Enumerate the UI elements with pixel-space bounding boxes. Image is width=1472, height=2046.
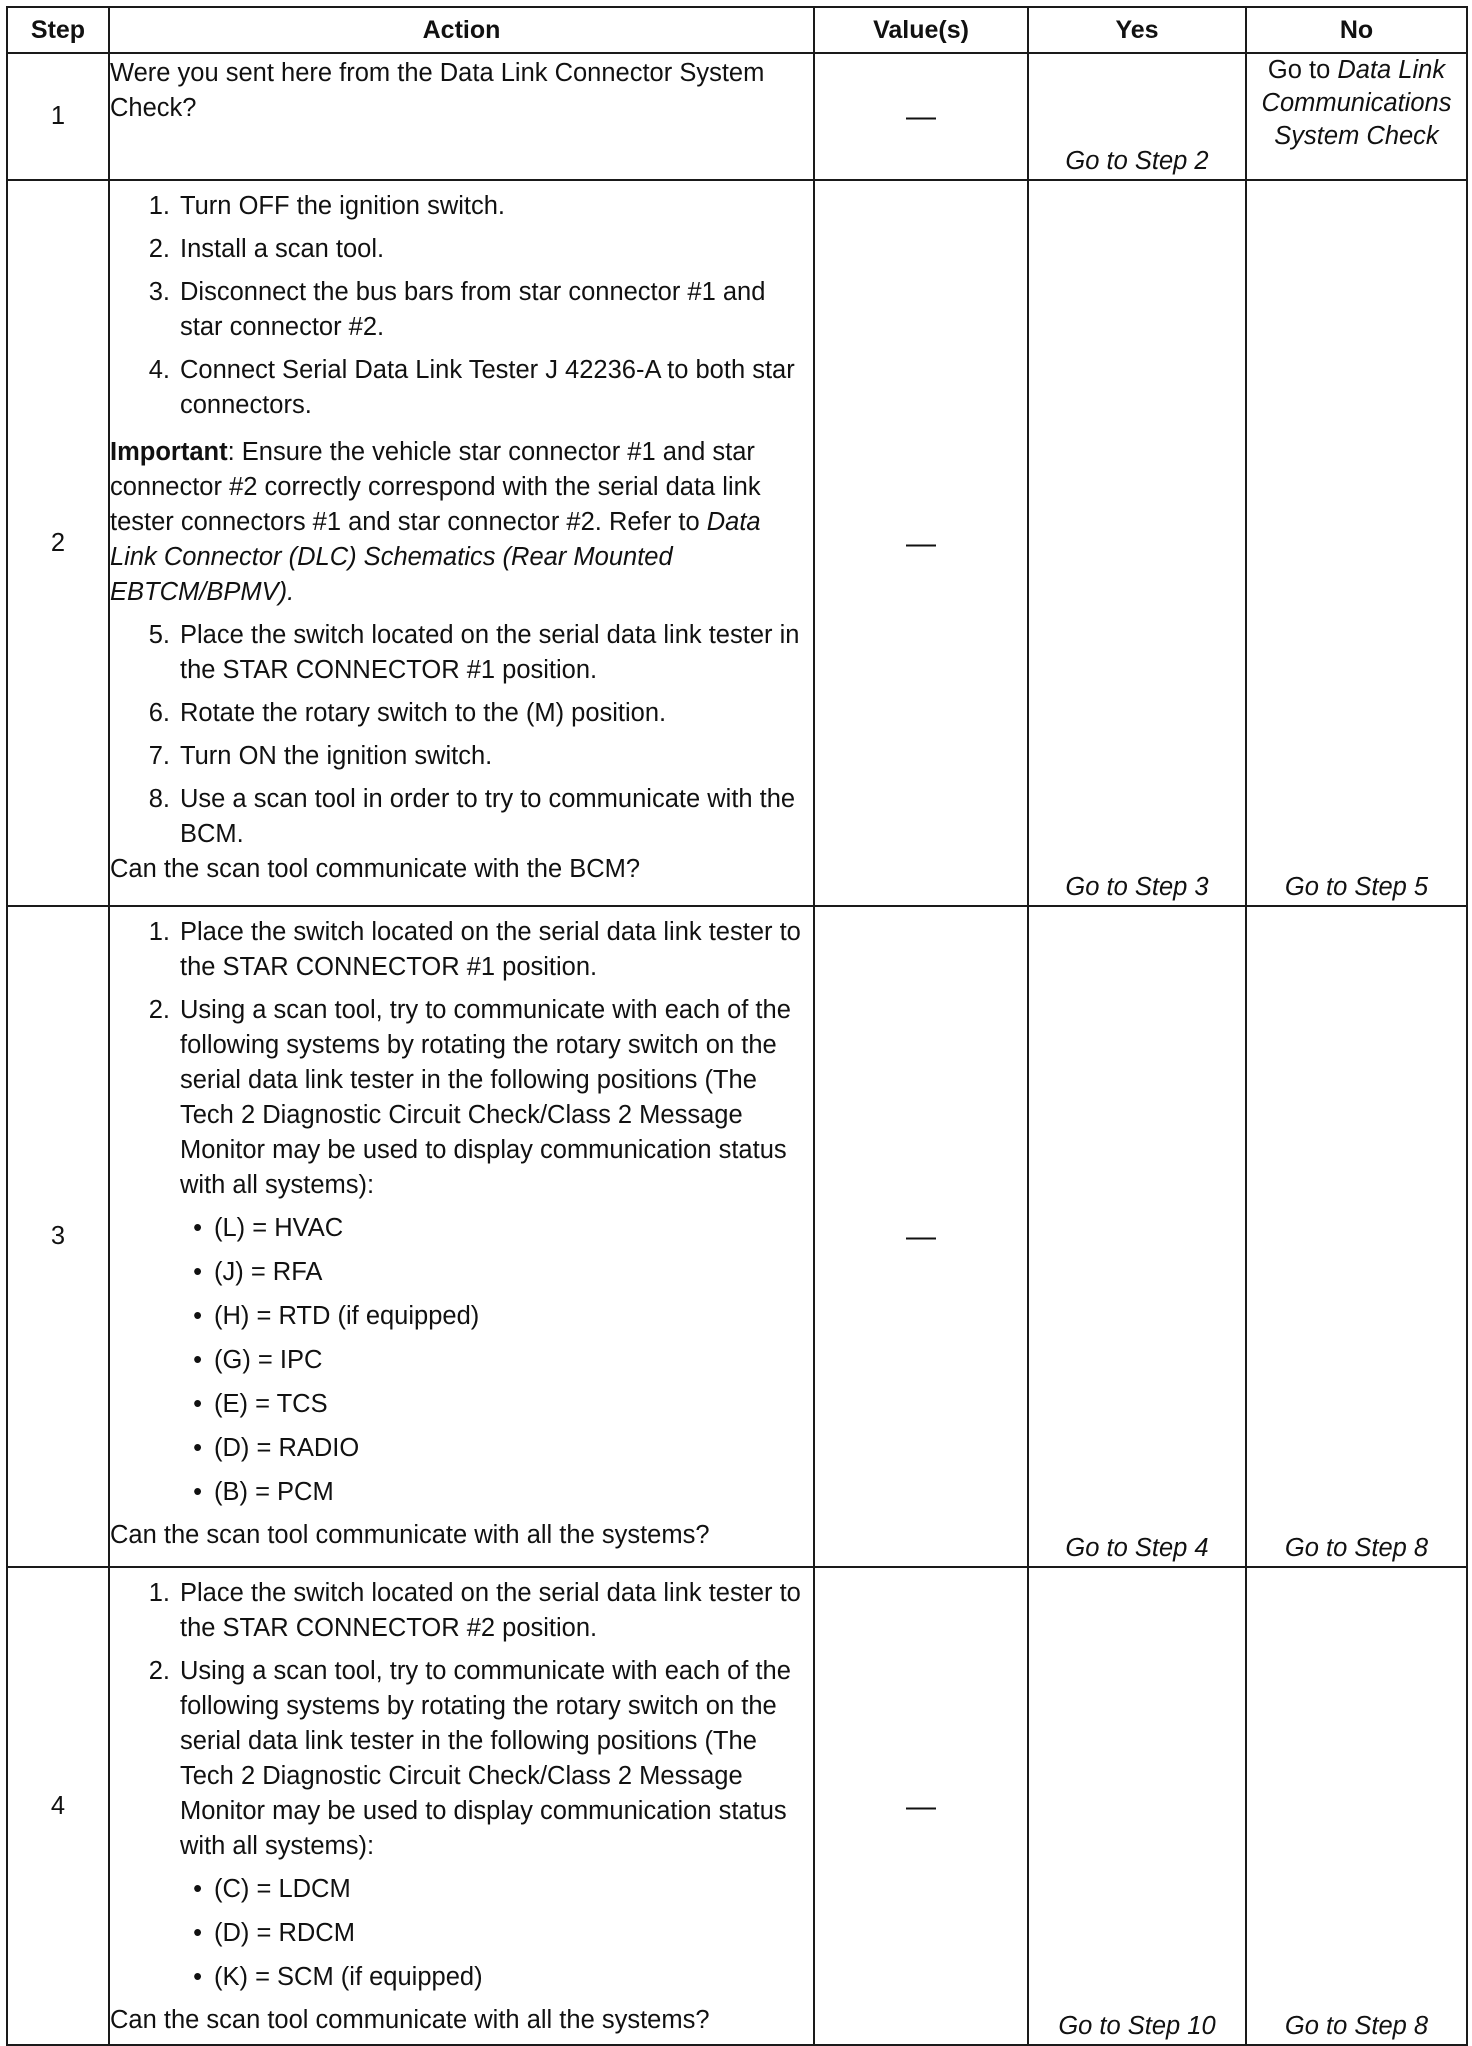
header-values: Value(s) bbox=[814, 7, 1028, 53]
action-cell bbox=[109, 180, 814, 906]
table-row-step-3 bbox=[7, 906, 1467, 1567]
list-item: 4. Connect Serial Data Link Tester J 42236-A to both star connectors. bbox=[148, 356, 795, 420]
list-item: • (D) = RADIO bbox=[193, 1434, 360, 1463]
list-item: 2. Install a scan tool. bbox=[148, 235, 385, 264]
list-item: 6. Rotate the rotary switch to the (M) position. bbox=[148, 699, 667, 728]
list-item: 7. Turn ON the ignition switch. bbox=[148, 742, 493, 771]
procedure-steps bbox=[110, 915, 813, 1203]
action-question: Can the scan tool communicate with all the systems? bbox=[110, 1521, 710, 1550]
table-row-step-4 bbox=[7, 1567, 1467, 2045]
step-number: 2 bbox=[7, 180, 109, 906]
table-row-step-2 bbox=[7, 180, 1467, 906]
header-action: Action bbox=[109, 7, 814, 53]
list-item: 1. Place the switch located on the serial data link tester to the STAR CONNECTOR #1 position. bbox=[148, 918, 801, 982]
list-item: • (C) = LDCM bbox=[193, 1875, 351, 1904]
action-question: Were you sent here from the Data Link Connector System Check? bbox=[110, 59, 765, 122]
list-item: 1. Turn OFF the ignition switch. bbox=[148, 192, 506, 221]
procedure-steps bbox=[110, 1576, 813, 1864]
list-item: • (K) = SCM (if equipped) bbox=[193, 1963, 483, 1992]
list-item: • (D) = RDCM bbox=[193, 1919, 355, 1948]
schematics-reference[interactable]: Data Link Connector (DLC) Schematics (Rear Mounted EBTCM/BPMV). bbox=[110, 508, 761, 607]
action-cell bbox=[109, 53, 814, 180]
action-cell bbox=[109, 1567, 814, 2045]
list-item: • (H) = RTD (if equipped) bbox=[193, 1302, 480, 1331]
header-no: No bbox=[1246, 7, 1467, 53]
system-positions-list bbox=[110, 1211, 813, 1510]
step-number: 4 bbox=[7, 1567, 109, 2045]
system-positions-list bbox=[110, 1872, 813, 1995]
list-item: • (B) = PCM bbox=[193, 1478, 334, 1507]
yes-link[interactable]: Go to Step 3 bbox=[1028, 180, 1246, 906]
no-prefix: Go to bbox=[1267, 56, 1331, 84]
no-cell bbox=[1246, 53, 1467, 180]
procedure-steps bbox=[110, 189, 813, 423]
list-item: 2. Using a scan tool, try to communicate with each of the following systems by rotating the rotary switch on the serial data link tester in the following positions (The Tech 2 Diagnostic Circuit Check/Class 2 Message Monitor may be used to display communication status with all systems): bbox=[148, 1657, 791, 1861]
important-label: Important bbox=[110, 438, 228, 467]
value-cell: — bbox=[814, 53, 1028, 180]
no-link[interactable]: Go to Step 8 bbox=[1246, 1567, 1467, 2045]
action-question: Can the scan tool communicate with all the systems? bbox=[110, 2006, 710, 2035]
action-question: Can the scan tool communicate with the BCM? bbox=[110, 855, 641, 884]
procedure-steps bbox=[110, 618, 813, 852]
list-item: • (G) = IPC bbox=[193, 1346, 323, 1375]
no-link[interactable]: Go to Step 8 bbox=[1246, 906, 1467, 1567]
step-number: 1 bbox=[7, 53, 109, 180]
no-link[interactable]: Go to Step 5 bbox=[1246, 180, 1467, 906]
list-item: 3. Disconnect the bus bars from star connector #1 and star connector #2. bbox=[148, 278, 766, 342]
list-item: 1. Place the switch located on the serial data link tester to the STAR CONNECTOR #2 position. bbox=[148, 1579, 801, 1643]
step-number: 3 bbox=[7, 906, 109, 1567]
header-row bbox=[7, 7, 1467, 53]
list-item: • (J) = RFA bbox=[193, 1258, 323, 1287]
no-link[interactable]: Data Link Communications System Check bbox=[1261, 56, 1452, 150]
diagnostic-table bbox=[6, 6, 1468, 2046]
important-note: Important: Ensure the vehicle star connector #1 and star connector #2 correctly correspond with the serial data link tester connectors #1 and star connector #2. Refer to Data Link Connector (DLC) Schematics (Rear Mounted EBTCM/BPMV). bbox=[110, 438, 761, 607]
action-cell bbox=[109, 906, 814, 1567]
list-item: 5. Place the switch located on the serial data link tester in the STAR CONNECTOR #1 position. bbox=[148, 621, 800, 685]
value-cell: — bbox=[814, 1567, 1028, 2045]
list-item: • (L) = HVAC bbox=[193, 1214, 344, 1243]
yes-link[interactable]: Go to Step 4 bbox=[1028, 906, 1246, 1567]
yes-link[interactable]: Go to Step 2 bbox=[1028, 53, 1246, 180]
list-item: • (E) = TCS bbox=[193, 1390, 328, 1419]
value-cell: — bbox=[814, 180, 1028, 906]
table-row-step-1 bbox=[7, 53, 1467, 180]
header-yes: Yes bbox=[1028, 7, 1246, 53]
list-item: 2. Using a scan tool, try to communicate with each of the following systems by rotating the rotary switch on the serial data link tester in the following positions (The Tech 2 Diagnostic Circuit Check/Class 2 Message Monitor may be used to display communication status with all systems): bbox=[148, 996, 791, 1200]
value-cell: — bbox=[814, 906, 1028, 1567]
header-step: Step bbox=[7, 7, 109, 53]
yes-link[interactable]: Go to Step 10 bbox=[1028, 1567, 1246, 2045]
list-item: 8. Use a scan tool in order to try to communicate with the BCM. bbox=[148, 785, 796, 849]
